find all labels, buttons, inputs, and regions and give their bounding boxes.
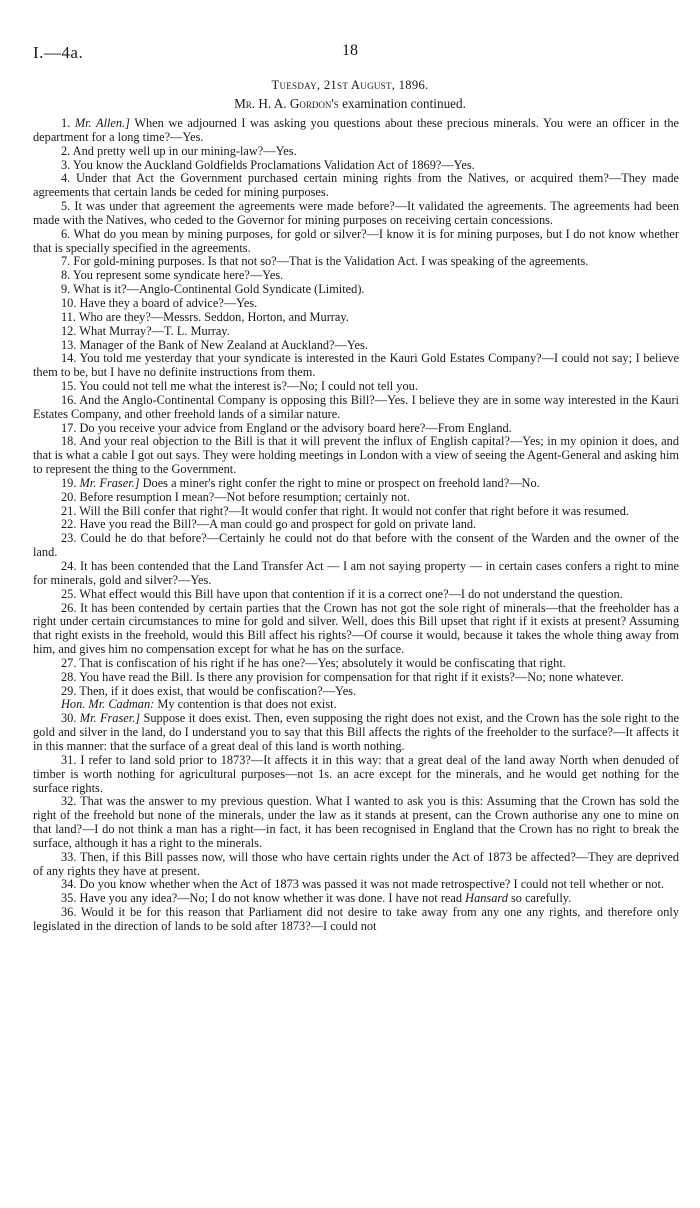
question-paragraph xyxy=(33,283,679,297)
question-text: And pretty well up in our mining-law?—Yes. xyxy=(72,143,297,158)
question-text: Under that Act the Government purchased certain mining rights from the Natives, or acquired them?—They made agreements that certain lands be ceded for mining purposes. xyxy=(33,171,680,200)
question-text: Could he do that before?—Certainly he could not do that before with the consent of the Warden and the owner of the land. xyxy=(33,531,680,560)
question-text: It has been contended by certain parties that the Crown has not got the sole right of minerals—that the freeholder has a right under certain circumstances to mine for gold and silver. Well, does this Bill upset that right if it exists at present? Assuming that right exists in the freehold, would this Bill affect his rights?—Of course it would, because it takes the whole thing away from him, and gives him no compensation except for what he has on the surface. xyxy=(33,600,679,657)
question-text: And the Anglo-Continental Company is opposing this Bill?—Yes. I believe they are in some way interested in the Kauri Estates Company, and other freehold lands of a similar nature. xyxy=(33,392,679,421)
question-number: 5. xyxy=(61,199,75,214)
subheading-rest: examination continued. xyxy=(338,96,466,111)
question-number: 28. xyxy=(61,669,80,684)
question-number: 34. xyxy=(61,877,80,892)
question-number: 36. xyxy=(61,905,81,920)
question-text: Do you receive your advice from England or the advisory board here?—From England. xyxy=(79,420,512,435)
question-text: Then, if this Bill passes now, will those who have certain rights under the Act of 1873 be affected?—They are deprived of any rights they have at present. xyxy=(33,849,679,878)
question-paragraph xyxy=(33,352,679,380)
question-paragraph xyxy=(33,518,679,532)
question-paragraph xyxy=(33,698,679,712)
question-text: Will the Bill confer that right?—It would confer that right. It would not confer that right before it was resumed. xyxy=(79,503,629,518)
question-paragraph xyxy=(33,422,679,436)
question-text: You have read the Bill. Is there any provision for compensation for that right if it exists?—No; none whatever. xyxy=(79,669,624,684)
question-paragraph xyxy=(33,878,679,892)
question-text: You could not tell me what the interest is?—No; I could not tell you. xyxy=(79,379,418,394)
question-paragraph xyxy=(33,435,679,477)
question-number: 19. xyxy=(61,475,80,490)
question-paragraph xyxy=(33,269,679,283)
question-text: What do you mean by mining purposes, for gold or silver?—I know it is for mining purposes, but I do not know whether that is specially specified in the agreements. xyxy=(33,226,679,255)
question-number: 7. xyxy=(61,254,74,269)
question-number: 29. xyxy=(61,683,80,698)
question-text: Have they a board of advice?—Yes. xyxy=(79,295,258,310)
question-number: 13. xyxy=(61,337,80,352)
question-paragraph xyxy=(33,906,679,934)
question-paragraph xyxy=(33,588,679,602)
question-number: 8. xyxy=(61,268,73,283)
question-paragraph xyxy=(33,712,679,754)
question-text: I refer to land sold prior to 1873?—It affects it in this way: that a great deal of the land away North when denuded of timber is worth nothing for agricultural purposes—not 1s. an acre except for the minerals, and he would get nothing for the surface rights. xyxy=(33,752,679,795)
question-text: Suppose it does exist. Then, even supposing the right does not exist, and the Crown has the sole right to the gold and silver in the land, do I understand you to say that this Bill affects the rights of the freeholder to the surface?—It affects it in this manner: that the surface of a great deal of this land is worth nothing. xyxy=(33,711,680,753)
question-paragraph xyxy=(33,117,679,145)
speaker-name: Mr. Fraser.] xyxy=(79,711,141,726)
question-paragraph xyxy=(33,200,679,228)
question-text: You represent some syndicate here?—Yes. xyxy=(72,268,284,283)
question-number: 1. xyxy=(61,116,75,130)
question-number: 16. xyxy=(61,392,80,407)
question-text: Do you know whether when the Act of 1873 was passed it was not made retrospective? I could not tell whether or not. xyxy=(79,877,664,892)
question-paragraph xyxy=(33,159,679,173)
question-text-tail: so carefully. xyxy=(507,891,572,906)
question-paragraph xyxy=(33,685,679,699)
question-paragraph xyxy=(33,311,679,325)
question-paragraph xyxy=(33,657,679,671)
question-paragraph xyxy=(33,560,679,588)
question-number: 14. xyxy=(61,351,80,366)
question-paragraph xyxy=(33,297,679,311)
question-text: That was the answer to my previous question. What I wanted to ask you is this: Assuming that the Crown has sold the right of the freehold but none of the minerals, under the law as it stands at present, can the Crown authorise any one to mine on that land?—I do not think a man has a right—in fact, it has been recognised in England that the Crown has no right to break the surface, although it has a right to the minerals. xyxy=(33,794,679,850)
question-text: Manager of the Bank of New Zealand at Auckland?—Yes. xyxy=(79,337,368,352)
question-text: When we adjourned I was asking you questions about these precious minerals. You were an officer in the department for a long time?—Yes. xyxy=(33,116,680,144)
question-text: That is confiscation of his right if he has one?—Yes; absolutely it would be confiscating that right. xyxy=(79,655,566,670)
question-text: What is it?—Anglo-Continental Gold Syndicate (Limited). xyxy=(73,282,365,297)
question-text: You know the Auckland Goldfields Proclamations Validation Act of 1869?—Yes. xyxy=(72,157,475,172)
question-number: 18. xyxy=(61,434,80,449)
question-number: 22. xyxy=(61,517,80,532)
question-number: 6. xyxy=(61,226,74,241)
speaker-name: Mr. Allen.] xyxy=(74,116,130,130)
question-paragraph xyxy=(33,255,679,269)
question-text: It was under that agreement the agreements were made before?—It validated the agreements. The agreements had been made with the Natives, who ceded to the Governor for mining purposes on receiving certain concessions. xyxy=(33,199,679,227)
date-heading: Tuesday, 21st August, 1896. xyxy=(271,78,429,92)
question-paragraph xyxy=(33,394,679,422)
question-text: Have you read the Bill?—A man could go and prospect for gold on private land. xyxy=(79,517,477,532)
italic-reference: Hansard xyxy=(465,891,508,906)
page-number: 18 xyxy=(342,42,358,59)
document-reference: I.—4a. xyxy=(33,43,84,62)
question-text: What effect would this Bill have upon that contention if it is a correct one?—I do not understand the question. xyxy=(79,586,623,601)
question-number: 11. xyxy=(61,309,79,324)
question-paragraph xyxy=(33,228,679,256)
question-paragraph xyxy=(33,339,679,353)
question-number: 4. xyxy=(61,171,76,186)
question-paragraph xyxy=(33,491,679,505)
question-number: 35. xyxy=(61,891,80,906)
question-paragraph xyxy=(33,602,679,657)
question-paragraph xyxy=(33,754,679,796)
question-paragraph xyxy=(33,851,679,879)
question-number: 15. xyxy=(61,379,80,394)
question-text: Have you any idea?—No; I do not know whether it was done. I have not read xyxy=(79,891,466,906)
question-number: 3. xyxy=(61,157,73,172)
speaker-name: Hon. Mr. Cadman: xyxy=(61,697,155,712)
question-text: It has been contended that the Land Transfer Act — I am not saying property — in certain cases confers a right to mine for minerals, gold and silver?—Yes. xyxy=(33,559,680,587)
question-number: 20. xyxy=(61,489,80,504)
question-number: 21. xyxy=(61,503,80,518)
question-text: Who are they?—Messrs. Seddon, Horton, and Murray. xyxy=(78,309,349,324)
question-paragraph xyxy=(33,477,679,491)
transcript-body xyxy=(33,117,679,934)
question-text: Does a miner's right confer the right to mine or prospect on freehold land?—No. xyxy=(139,475,540,490)
question-number: 31. xyxy=(61,752,81,767)
question-paragraph xyxy=(33,145,679,159)
question-text: What Murray?—T. L. Murray. xyxy=(79,323,230,338)
question-text: Would it be for this reason that Parliament did not desire to take away from any one any rights, and therefore only legislated in the direction of lands to be sold after 1873?—I could not xyxy=(33,905,679,933)
question-number: 30. xyxy=(61,711,80,726)
question-number: 9. xyxy=(61,282,74,297)
question-number: 26. xyxy=(61,600,81,615)
question-number: 32. xyxy=(61,794,81,809)
question-paragraph xyxy=(33,325,679,339)
question-number: 27. xyxy=(61,655,80,670)
question-text: My contention is that does not exist. xyxy=(154,697,337,712)
question-number: 33. xyxy=(61,849,80,864)
question-paragraph xyxy=(33,671,679,685)
question-paragraph xyxy=(33,505,679,519)
question-paragraph xyxy=(33,892,679,906)
question-text: Then, if it does exist, that would be confiscation?—Yes. xyxy=(79,683,357,698)
question-text: For gold-mining purposes. Is that not so?—That is the Validation Act. I was speaking of the agreements. xyxy=(73,254,589,269)
question-paragraph xyxy=(33,795,679,850)
question-number: 17. xyxy=(61,420,80,435)
question-paragraph xyxy=(33,172,679,200)
question-number: 2. xyxy=(61,143,73,158)
question-text: Before resumption I mean?—Not before resumption; certainly not. xyxy=(79,489,410,504)
speaker-name: Mr. Fraser.] xyxy=(79,475,140,490)
question-number: 24. xyxy=(61,559,80,573)
question-paragraph xyxy=(33,380,679,394)
question-number: 12. xyxy=(61,323,80,338)
witness-name: Mr. H. A. Gordon's xyxy=(234,96,339,111)
question-number: 10. xyxy=(61,295,80,310)
question-number: 23. xyxy=(61,531,81,546)
question-number: 25. xyxy=(61,586,80,601)
question-paragraph xyxy=(33,532,679,560)
examination-subheading xyxy=(0,96,700,112)
question-text: You told me yesterday that your syndicate is interested in the Kauri Gold Estates Company?—I could not say; I believe them to be, but I have no definite instructions from them. xyxy=(33,351,679,380)
question-text: And your real objection to the Bill is that it will prevent the influx of English capital?—Yes; in my opinion it does, and that is what a cable I got out says. They were holding meetings in London with a view of seeing the Agent-General and asking him to represent the thing to the Government. xyxy=(33,434,679,477)
